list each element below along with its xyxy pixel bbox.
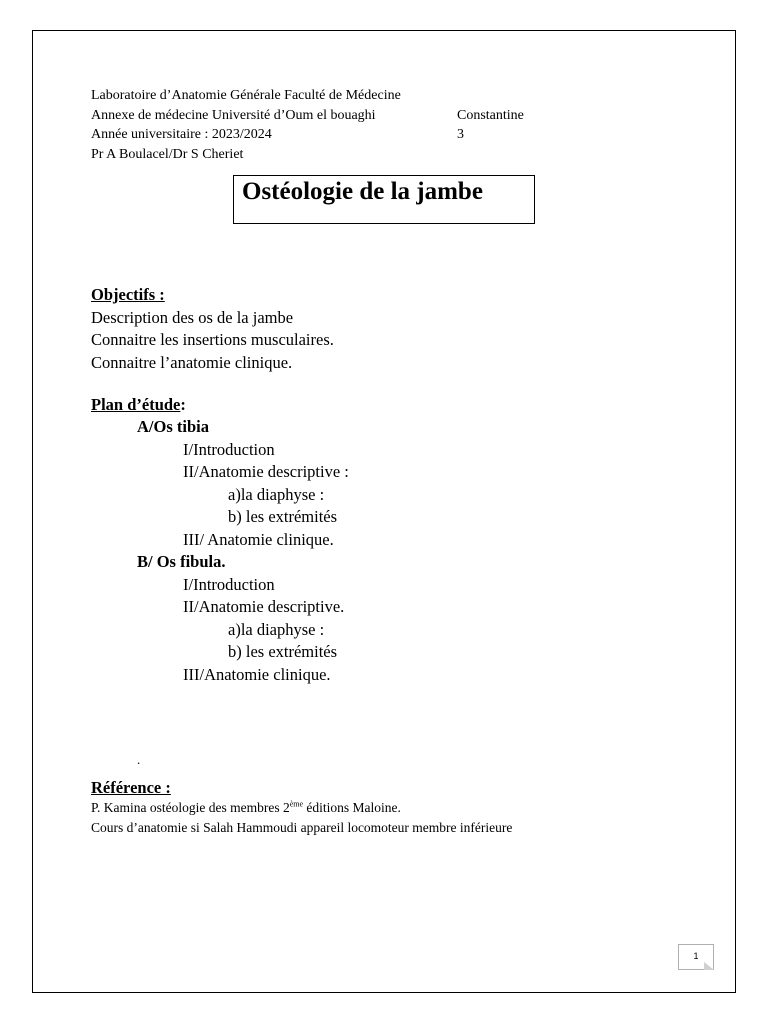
objectives-heading: Objectifs : (91, 285, 165, 304)
tibia-extremities: b) les extrémités (228, 507, 338, 526)
page-curl-icon (704, 962, 714, 970)
fibula-section-label: B/ Os fibula. (137, 552, 226, 571)
fibula-introduction: I/Introduction (183, 575, 275, 594)
page-number-box (678, 944, 714, 970)
objective-item: Connaitre l’anatomie clinique. (91, 353, 293, 372)
tibia-introduction: I/Introduction (183, 440, 275, 459)
page-number: 1 (693, 951, 699, 961)
document-header (91, 86, 524, 164)
plan-heading: Plan d’étude (91, 395, 181, 414)
objective-item: Connaitre les insertions musculaires. (91, 330, 334, 349)
plan-heading-colon: : (180, 395, 186, 414)
tibia-clinical-anatomy: III/ Anatomie clinique. (183, 530, 334, 549)
reference-kamina-text: P. Kamina ostéologie des membres 2 (91, 800, 290, 815)
reference-kamina-superscript: ème (289, 799, 304, 809)
reference-kamina-publisher: éditions Maloine. (303, 800, 401, 815)
fibula-clinical-anatomy: III/Anatomie clinique. (183, 665, 331, 684)
fibula-diaphysis: a)la diaphyse : (228, 620, 325, 639)
tibia-section-label: A/Os tibia (137, 417, 209, 436)
header-laboratory: Laboratoire d’Anatomie Générale Faculté de Médecine (91, 88, 401, 103)
document-title: Ostéologie de la jambe (242, 178, 483, 205)
references-heading: Référence : (91, 778, 171, 797)
reference-item-hammoudi: Cours d’anatomie si Salah Hammoudi appareil locomoteur membre inférieure (91, 820, 513, 835)
objective-item: Description des os de la jambe (91, 308, 294, 327)
header-academic-year: Année universitaire : 2023/2024 (91, 127, 272, 142)
header-annex: Annexe de médecine Université d’Oum el bouaghi (91, 107, 376, 123)
title-box (233, 175, 535, 224)
plan-heading-wrapper (91, 395, 186, 415)
tibia-diaphysis: a)la diaphyse : (228, 485, 325, 504)
fibula-descriptive-anatomy: II/Anatomie descriptive. (183, 597, 345, 616)
header-authors: Pr A Boulacel/Dr S Cheriet (91, 146, 244, 162)
stray-dot: . (137, 752, 141, 767)
tibia-descriptive-anatomy: II/Anatomie descriptive : (183, 462, 349, 481)
reference-item-kamina (91, 800, 401, 816)
header-city: Constantine 3 (457, 107, 524, 142)
fibula-extremities: b) les extrémités (228, 642, 338, 661)
